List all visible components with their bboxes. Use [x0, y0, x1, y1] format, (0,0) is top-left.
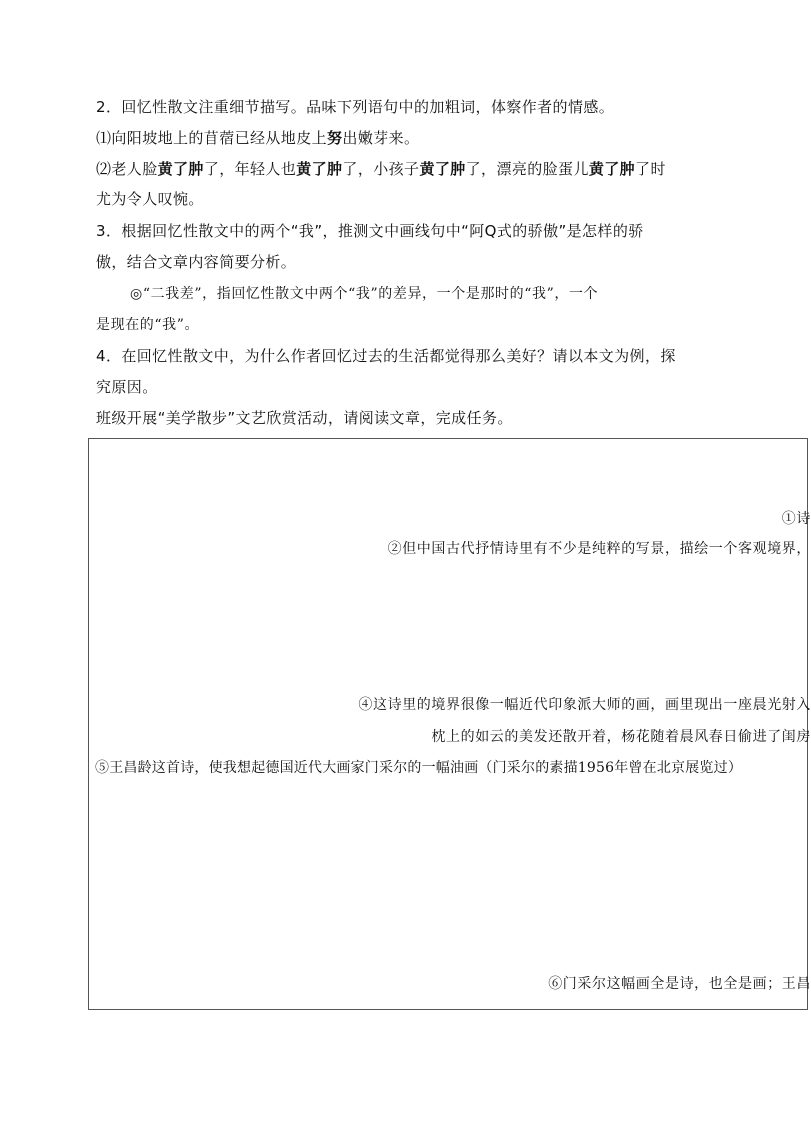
question-3-hint-line-2: 是现在的“我”。	[96, 317, 200, 333]
question-2-sentence-1	[96, 128, 419, 148]
bold-word: 努	[327, 129, 343, 147]
passage-paragraph-4-line-2: 枕上的如云的美发还散开着，杨花随着晨风春日偷进了闺房	[431, 729, 811, 745]
question-3-line-2: 傲，结合文章内容简要分析。	[96, 253, 297, 271]
question-4-line-2: 究原因。	[96, 378, 158, 396]
sentence-2-part: 了时	[635, 160, 666, 178]
passage-paragraph-5: ⑤王昌龄这首诗，使我想起德国近代大画家门采尔的一幅油画（门采尔的素描1956年曾在北京展览过）	[95, 760, 743, 776]
question-3-hint-line-1: ◎“二我差”，指回忆性散文中两个“我”的差异，一个是那时的“我”，一个	[130, 286, 599, 302]
bold-word: 黄了肿	[296, 160, 343, 178]
reading-passage-box	[88, 438, 811, 1010]
passage-paragraph-6: ⑥门采尔这幅画全是诗，也全是画；王昌	[548, 976, 811, 992]
question-2-sentence-2-cont: 尤为令人叹惋。	[96, 190, 204, 208]
sentence-2-part: ⑵老人脸	[96, 160, 158, 178]
sentence-1-text: ⑴向阳坡地上的苜蓿已经从地皮上	[96, 129, 328, 147]
sentence-2-part: 了，漂亮的脸蛋儿	[465, 160, 589, 178]
question-4-line-1: 4．在回忆性散文中，为什么作者回忆过去的生活都觉得那么美好？请以本文为例，探	[96, 347, 676, 365]
bold-word: 黄了肿	[419, 160, 466, 178]
passage-paragraph-5-clip	[95, 757, 809, 779]
question-2-sentence-2	[96, 159, 666, 179]
sentence-1-text-end: 出嫩芽来。	[342, 129, 420, 147]
question-2-prompt: 2．回忆性散文注重细节描写。品味下列语句中的加粗词，体察作者的情感。	[96, 98, 615, 116]
bold-word: 黄了肿	[588, 160, 636, 178]
activity-intro: 班级开展“美学散步”文艺欣赏活动，请阅读文章，完成任务。	[96, 409, 513, 427]
sentence-2-part: 了，小孩子	[342, 160, 420, 178]
passage-paragraph-2: ②但中国古代抒情诗里有不少是纯粹的写景，描绘一个客观境界，	[387, 541, 811, 557]
question-3-line-1: 3．根据回忆性散文中的两个“我”，推测文中画线句中“阿Q式的骄傲”是怎样的骄	[96, 222, 644, 240]
passage-paragraph-1: ①诗	[781, 511, 811, 527]
sentence-2-part: 了，年轻人也	[203, 160, 297, 178]
passage-paragraph-4-line-1: ④这诗里的境界很像一幅近代印象派大师的画，画里现出一座晨光射入	[358, 697, 811, 713]
bold-word: 黄了肿	[157, 160, 204, 178]
